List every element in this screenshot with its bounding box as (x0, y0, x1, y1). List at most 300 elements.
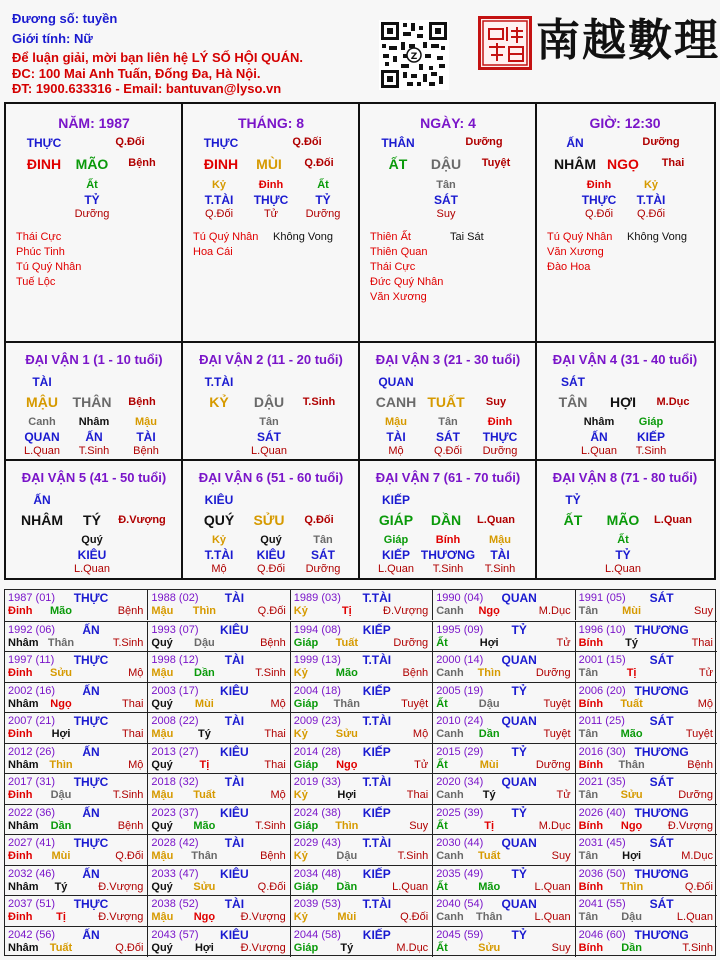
pillar-title: NGÀY: 4 (420, 115, 476, 131)
year-label: 2008 (22) (151, 715, 199, 727)
dai-van-title: ĐẠI VẬN 8 (71 - 80 tuổi) (552, 470, 698, 485)
year-stem: Giáp (293, 941, 319, 954)
year-star: KIÊU (220, 622, 249, 637)
year-stem: Canh (436, 667, 464, 679)
year-phase: L.Quan (676, 911, 713, 923)
year-stem: Ất (436, 697, 448, 710)
annual-cell[interactable] (575, 713, 717, 743)
year-stem: Ất (436, 636, 448, 649)
year-star: THƯƠNG (634, 805, 689, 820)
year-label: 1999 (13) (293, 654, 341, 666)
year-stem: Nhâm (8, 880, 39, 893)
annual-cell[interactable] (290, 835, 432, 865)
dai-van-star: SÁT (561, 375, 585, 389)
annual-cell[interactable] (432, 622, 574, 652)
year-stem: Quý (151, 758, 173, 771)
hidden-stem: Ất (86, 179, 98, 191)
hidden-phase: Suy (436, 208, 456, 220)
year-phase: Suy (694, 605, 713, 617)
hidden-stem: Tân (313, 534, 333, 546)
shensha-note: Không Vong (627, 231, 687, 243)
year-branch: Hợi (337, 789, 357, 801)
pillar-relation: Q.Đối (115, 136, 145, 148)
year-label: 2014 (28) (293, 745, 341, 758)
hidden-star: T.TÀI (204, 193, 234, 207)
year-phase: Bệnh (260, 636, 286, 649)
year-stem: Mậu (151, 667, 174, 679)
dai-van-star: KIÊU (204, 493, 234, 507)
year-branch: Dần (50, 819, 72, 832)
year-label: 2039 (53) (293, 898, 341, 910)
shensha-note: Phúc Tinh (16, 246, 65, 258)
year-branch: Sửu (49, 667, 73, 679)
year-phase: L.Quan (392, 880, 429, 893)
dai-van-title: ĐẠI VẬN 2 (11 - 20 tuổi) (199, 352, 343, 367)
annual-cell[interactable] (575, 896, 717, 926)
year-star: THƯƠNG (634, 744, 689, 759)
annual-cell[interactable] (432, 713, 574, 743)
year-label: 2036 (50) (578, 867, 626, 880)
year-star: TỶ (511, 683, 527, 698)
year-branch: Dậu (336, 850, 358, 862)
annual-cell[interactable] (290, 622, 432, 652)
annual-cell[interactable] (290, 927, 432, 957)
year-star: TÀI (224, 775, 245, 789)
year-phase: T.Sinh (112, 789, 144, 801)
year-branch: Thân (47, 636, 75, 649)
annual-cell[interactable] (147, 896, 289, 926)
year-stem: Bính (578, 880, 604, 893)
annual-row (5, 621, 717, 651)
shensha-note: Tú Quý Nhân (16, 261, 82, 273)
year-phase: Bệnh (687, 758, 713, 771)
year-label: 2003 (17) (151, 684, 199, 697)
hidden-star: THỰC (482, 430, 518, 444)
year-stem: Đinh (8, 667, 33, 679)
year-stem: Canh (436, 605, 464, 617)
annual-cell[interactable] (5, 805, 147, 835)
year-phase: Đ.Vượng (667, 819, 713, 832)
annual-cell[interactable] (147, 835, 289, 865)
dai-van-title: ĐẠI VẬN 6 (51 - 60 tuổi) (198, 470, 344, 485)
pillar-branch: MÙI (256, 156, 282, 172)
dai-van-branch: DẬU (253, 394, 285, 410)
annual-cell[interactable] (147, 622, 289, 652)
dai-van-phase: T.Sinh (302, 396, 336, 408)
annual-cell[interactable] (290, 652, 432, 682)
year-stem: Mậu (151, 850, 174, 862)
year-star: TÀI (224, 836, 245, 850)
year-stem: Mậu (151, 728, 174, 740)
year-branch: Dần (478, 728, 500, 740)
hidden-phase: Q.Đối (204, 208, 234, 220)
annual-cell[interactable] (432, 774, 574, 804)
hidden-star: ẤN (85, 430, 103, 444)
year-star: T.TÀI (362, 897, 392, 911)
annual-cell[interactable] (147, 927, 289, 957)
annual-cell[interactable] (290, 683, 432, 713)
hidden-star: KIẾP (381, 548, 411, 562)
annual-cell[interactable] (147, 683, 289, 713)
year-phase: Mộ (270, 789, 286, 801)
year-label: 2005 (19) (436, 684, 484, 697)
year-branch: Tị (484, 819, 495, 832)
year-phase: M.Dục (681, 850, 713, 862)
annual-cell[interactable] (147, 744, 289, 774)
annual-cell[interactable] (432, 896, 574, 926)
year-phase: Dưỡng (393, 636, 429, 649)
year-label: 2019 (33) (293, 776, 341, 788)
year-phase: Tử (556, 789, 571, 801)
year-label: 2040 (54) (436, 898, 484, 910)
year-label: 2045 (59) (436, 928, 484, 941)
annual-cell[interactable] (5, 622, 147, 652)
annual-cell[interactable] (290, 744, 432, 774)
dai-van-stem: NHÂM (21, 512, 63, 528)
year-star: THƯƠNG (634, 683, 689, 698)
year-phase: Q.Đối (257, 605, 286, 617)
year-star: SÁT (649, 775, 674, 789)
year-phase: Tử (698, 667, 713, 679)
hidden-star: THƯƠNG (420, 548, 476, 562)
year-label: 1997 (11) (8, 654, 55, 666)
year-label: 2015 (29) (436, 745, 484, 758)
pillar-relation: Dưỡng (465, 136, 503, 148)
annual-cell[interactable] (290, 774, 432, 804)
dai-van-branch: THÂN (72, 394, 112, 410)
hidden-stem: Kỷ (211, 534, 227, 546)
annual-row (5, 773, 717, 803)
dai-van-phase: Bệnh (128, 396, 156, 408)
hidden-phase: T.Sinh (484, 563, 516, 575)
year-label: 2046 (60) (578, 928, 626, 941)
pillar-star: THÂN (381, 136, 415, 150)
year-branch: Dậu (194, 636, 215, 649)
shensha-note: Không Vong (273, 231, 333, 243)
hidden-star: T.TÀI (636, 193, 666, 207)
year-stem: Đinh (8, 605, 33, 617)
hidden-phase: L.Quan (250, 445, 288, 457)
annual-cell[interactable] (147, 866, 289, 896)
year-star: ẤN (82, 927, 100, 942)
year-stem: Nhâm (8, 636, 39, 649)
hidden-phase: L.Quan (604, 563, 642, 575)
annual-cell[interactable] (290, 896, 432, 926)
year-phase: Bệnh (117, 605, 144, 617)
year-star: SÁT (649, 897, 674, 911)
annual-cell[interactable] (575, 805, 717, 835)
year-phase: L.Quan (534, 911, 571, 923)
year-star: SÁT (649, 714, 674, 728)
hidden-stem: Giáp (383, 534, 409, 546)
dai-van-stem: KỶ (209, 394, 229, 410)
year-phase: Q.Đối (400, 911, 429, 923)
annual-cell[interactable] (5, 835, 147, 865)
annual-cell[interactable] (5, 896, 147, 926)
year-phase: M.Dục (538, 605, 571, 617)
year-stem: Nhâm (8, 819, 39, 832)
hidden-stem: Bính (435, 534, 461, 546)
hidden-phase: Dưỡng (482, 445, 518, 457)
year-phase: Suy (551, 850, 571, 862)
year-branch: Ngọ (193, 911, 216, 923)
year-branch: Tý (482, 789, 496, 801)
shensha-note: Văn Xương (547, 246, 604, 258)
year-label: 2037 (51) (8, 898, 56, 910)
dai-van-title: ĐẠI VẬN 3 (21 - 30 tuổi) (375, 352, 521, 367)
year-branch: Ngọ (50, 697, 72, 710)
year-branch: Tị (199, 758, 210, 771)
annual-cell[interactable] (575, 683, 717, 713)
year-stem: Canh (436, 850, 464, 862)
year-branch: Sửu (193, 880, 216, 893)
year-branch: Hợi (51, 728, 71, 740)
dai-van-phase: L.Quan (654, 514, 692, 526)
year-star: T.TÀI (362, 714, 392, 728)
year-stem: Ất (436, 819, 448, 832)
year-phase: Mộ (412, 728, 429, 740)
dai-van-branch: DẦN (430, 512, 462, 528)
year-branch: Ngọ (620, 819, 643, 832)
year-branch: Tị (341, 605, 352, 617)
annual-cell[interactable] (575, 622, 717, 652)
year-phase: Tuyệt (401, 697, 429, 710)
grid-divider (6, 459, 714, 461)
annual-cell[interactable] (575, 652, 717, 682)
dai-van-title: ĐẠI VẬN 7 (61 - 70 tuổi) (375, 470, 521, 485)
annual-cell[interactable] (5, 683, 147, 713)
year-label: 2016 (30) (578, 745, 626, 758)
year-phase: Suy (409, 819, 429, 832)
year-phase: Đ.Vượng (98, 880, 144, 893)
annual-row (5, 712, 717, 742)
hidden-phase: L.Quan (580, 445, 618, 457)
annual-cell[interactable] (432, 866, 574, 896)
year-stem: Nhâm (8, 697, 39, 710)
pillar-star: ẤN (566, 136, 584, 150)
annual-cell[interactable] (575, 744, 717, 774)
year-label: 2007 (21) (8, 715, 56, 727)
year-label: 1992 (06) (8, 623, 56, 636)
year-star: QUAN (501, 591, 537, 605)
hidden-phase: Dưỡng (305, 208, 341, 220)
year-phase: T.Sinh (255, 819, 286, 832)
annual-cell[interactable] (432, 805, 574, 835)
year-phase: Dưỡng (535, 667, 571, 679)
hidden-phase: Q.Đối (256, 563, 286, 575)
annual-cell[interactable] (575, 590, 717, 620)
annual-cell[interactable] (432, 744, 574, 774)
annual-cell[interactable] (147, 590, 289, 620)
hidden-stem: Quý (260, 534, 282, 546)
year-star: THỰC (73, 714, 109, 728)
year-label: 2025 (39) (436, 806, 484, 819)
year-phase: M.Dục (538, 819, 571, 832)
year-stem: Kỷ (293, 605, 308, 617)
year-branch: Mùi (622, 605, 642, 617)
annual-cell[interactable] (290, 713, 432, 743)
year-label: 2038 (52) (151, 898, 199, 910)
phone-email: ĐT: 1900.633316 - Email: bantuvan@lyso.vn (12, 81, 282, 96)
pillar-relation: Q.Đối (292, 136, 322, 148)
year-branch: Tuất (49, 941, 73, 954)
hidden-phase: T.Sinh (78, 445, 110, 457)
dai-van-phase: Q.Đối (304, 514, 334, 526)
year-phase: Suy (551, 941, 571, 954)
shensha-note: Tú Quý Nhân (193, 231, 259, 243)
annual-cell[interactable] (147, 774, 289, 804)
year-branch: Tị (626, 667, 637, 679)
year-stem: Tân (578, 728, 599, 740)
hidden-star: TÀI (136, 430, 156, 444)
dai-van-star: QUAN (378, 375, 414, 389)
dai-van-stem: MẬU (26, 394, 58, 410)
hidden-stem: Đinh (258, 179, 284, 191)
dai-van-stem: ẤT (563, 512, 583, 528)
year-label: 1989 (03) (293, 592, 341, 604)
annual-cell[interactable] (5, 652, 147, 682)
year-branch: Dậu (478, 697, 500, 710)
annual-luck-table (4, 589, 716, 956)
year-star: SÁT (649, 591, 674, 605)
year-label: 2028 (42) (151, 837, 199, 849)
shensha-note: Thiên Quan (370, 246, 428, 258)
hidden-star: TỶ (615, 548, 631, 562)
annual-cell[interactable] (290, 590, 432, 620)
annual-cell[interactable] (290, 805, 432, 835)
year-star: KIÊU (220, 866, 249, 881)
year-phase: L.Quan (534, 880, 571, 893)
annual-cell[interactable] (147, 805, 289, 835)
dai-van-star: KIẾP (381, 493, 411, 507)
year-phase: T.Sinh (682, 941, 713, 954)
annual-row (5, 743, 717, 773)
year-star: SÁT (649, 836, 674, 850)
annual-cell[interactable] (432, 835, 574, 865)
year-phase: Thai (264, 758, 286, 771)
annual-cell[interactable] (575, 866, 717, 896)
annual-cell[interactable] (290, 866, 432, 896)
annual-cell[interactable] (5, 713, 147, 743)
year-branch: Tý (340, 941, 354, 954)
hidden-phase: Q.Đối (433, 445, 463, 457)
hidden-star: T.TÀI (204, 548, 234, 562)
year-stem: Quý (151, 697, 173, 710)
hidden-star: ẤN (590, 430, 608, 444)
year-branch: Mão (50, 605, 72, 617)
annual-cell[interactable] (5, 590, 147, 620)
year-star: KIÊU (220, 744, 249, 759)
year-star: SÁT (649, 653, 674, 667)
dai-van-phase: Đ.Vượng (118, 514, 166, 526)
year-phase: Mộ (128, 667, 144, 679)
hidden-stem: Quý (81, 534, 103, 546)
year-star: ẤN (82, 866, 100, 881)
hidden-stem: Tân (438, 416, 458, 428)
year-branch: Mão (478, 880, 501, 893)
hidden-stem: Mậu (385, 416, 407, 428)
hidden-star: TÀI (490, 548, 510, 562)
annual-cell[interactable] (432, 683, 574, 713)
annual-cell[interactable] (575, 835, 717, 865)
annual-cell[interactable] (575, 927, 717, 957)
dai-van-star: ẤN (33, 493, 51, 507)
annual-cell[interactable] (147, 652, 289, 682)
year-star: TỶ (511, 866, 527, 881)
annual-row (5, 895, 717, 925)
year-branch: Dần (336, 880, 358, 893)
qr-code-icon[interactable] (379, 20, 449, 90)
year-stem: Tân (578, 667, 599, 679)
year-branch: Dậu (50, 789, 72, 801)
year-star: TỶ (511, 744, 527, 759)
annual-cell[interactable] (432, 590, 574, 620)
year-label: 2000 (14) (436, 654, 484, 666)
shensha-note: Đào Hoa (547, 261, 591, 273)
year-star: T.TÀI (362, 836, 392, 850)
year-star: THỰC (73, 836, 109, 850)
pillar-stem: NHÂM (554, 156, 596, 172)
year-phase: Thai (121, 697, 144, 710)
year-stem: Quý (151, 636, 173, 649)
year-label: 2032 (46) (8, 867, 56, 880)
year-branch: Sửu (335, 728, 358, 740)
dai-van-phase: Suy (485, 396, 507, 408)
year-stem: Đinh (8, 850, 33, 862)
hidden-phase: L.Quan (73, 563, 111, 575)
year-branch: Thân (476, 911, 503, 923)
annual-cell[interactable] (5, 744, 147, 774)
year-star: ẤN (82, 683, 100, 698)
year-star: T.TÀI (362, 775, 392, 789)
hidden-stem: Đinh (586, 179, 612, 191)
grid-divider (6, 341, 714, 343)
year-stem: Canh (436, 789, 464, 801)
address: ĐC: 100 Mai Anh Tuấn, Đống Đa, Hà Nội. (12, 66, 261, 81)
dai-van-phase: M.Dục (656, 396, 690, 408)
year-star: KIÊU (220, 683, 249, 698)
year-star: TÀI (224, 591, 245, 605)
year-label: 2012 (26) (8, 745, 56, 758)
pillar-title: THÁNG: 8 (237, 115, 305, 131)
year-star: TỶ (511, 622, 527, 637)
year-phase: Q.Đối (257, 880, 286, 893)
year-label: 2017 (31) (8, 776, 56, 788)
year-label: 1991 (05) (578, 592, 626, 604)
bazi-chart (4, 102, 716, 580)
annual-cell[interactable] (5, 866, 147, 896)
gender: Giới tính: Nữ (12, 31, 93, 46)
hidden-stem: Tân (436, 179, 456, 191)
year-star: THƯƠNG (634, 927, 689, 942)
annual-cell[interactable] (5, 774, 147, 804)
annual-cell[interactable] (575, 774, 717, 804)
year-phase: T.Sinh (397, 850, 429, 862)
pillar-branch: NGỌ (607, 156, 639, 172)
hidden-stem: Giáp (638, 416, 664, 428)
year-star: T.TÀI (362, 591, 392, 605)
year-stem: Quý (151, 880, 173, 893)
annual-cell[interactable] (432, 652, 574, 682)
year-branch: Hợi (194, 941, 214, 954)
year-branch: Thân (618, 758, 645, 771)
annual-cell[interactable] (147, 713, 289, 743)
annual-cell[interactable] (5, 927, 147, 957)
dai-van-stem: GIÁP (378, 512, 414, 528)
year-branch: Thìn (619, 880, 644, 893)
annual-row (5, 865, 717, 895)
annual-cell[interactable] (432, 927, 574, 957)
